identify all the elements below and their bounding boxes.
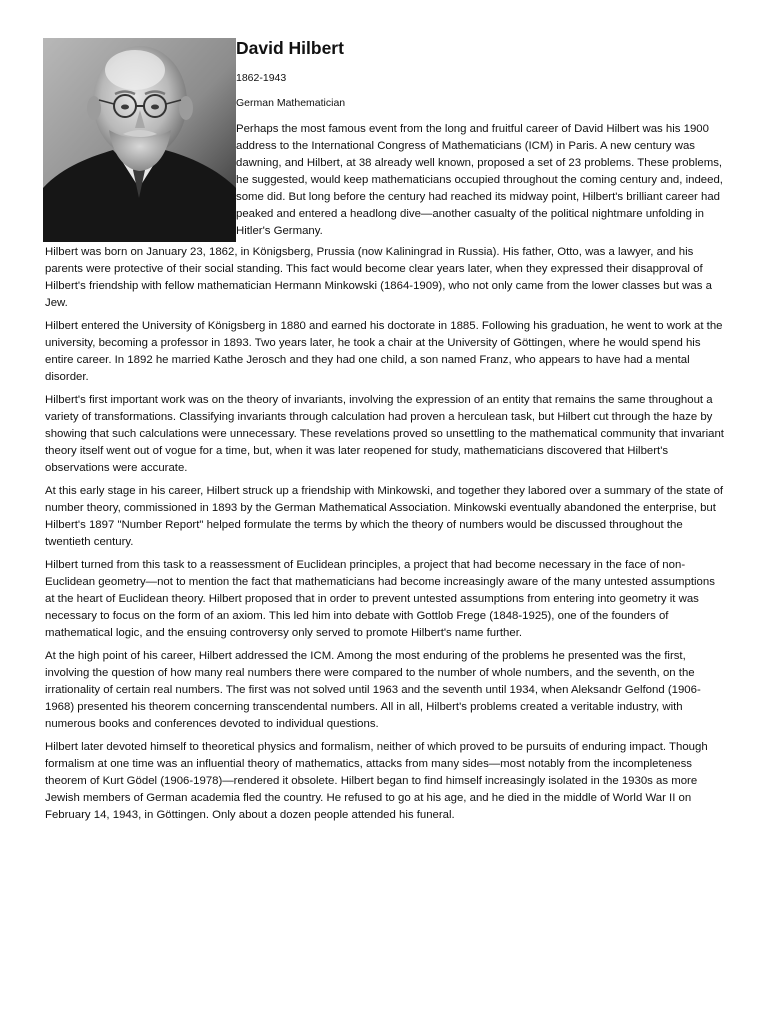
- paragraph-1: Perhaps the most famous event from the long and fruitful career of David Hilbert was his 1900 address to the International Congress of Mathematicians (ICM) in Paris. A new century was dawning, and Hilbert, at 38 already well known, proposed a set of 23 problems. These problems, he suggested, would keep mathematicians occupied throughout the coming century and, indeed, some did. But long before the century had reached its midway point, Hilbert's brilliant career had peaked and entered a headlong dive—another casualty of the political nightmare unfolding in Hitler's Germany.: [236, 123, 723, 237]
- paragraph-6: Hilbert turned from this task to a reassessment of Euclidean principles, a project that had become necessary in the face of non-Euclidean geometry—not to mention the fact that mathematicians had become increasingly aware of the many untested assumptions at the heart of Euclidean theory. Hilbert proposed that in order to prevent untested assumptions from entering into geometry it was necessary to focus on the form of an axiom. This led him into debate with Gottlob Frege (1848-1925), one of the founders of mathematical logic, and the ensuing controversy only served to promote Hilbert's name further.: [45, 559, 715, 639]
- life-dates: 1862-1943: [236, 72, 287, 84]
- paragraph-2: Hilbert was born on January 23, 1862, in Königsberg, Prussia (now Kaliningrad in Russia). His father, Otto, was a lawyer, and his parents were protective of their social standing. This fact would become clear years later, when they expressed their disapproval of Hilbert's friendship with fellow mathematician Hermann Minkowski (1864-1909), who not only came from the lower classes but was a Jew.: [45, 246, 712, 309]
- article-body: [45, 36, 725, 830]
- subtitle: German Mathematician: [236, 97, 346, 109]
- portrait-photo: [43, 38, 236, 242]
- page-title: David Hilbert: [236, 38, 344, 58]
- portrait-icon: [43, 38, 236, 242]
- paragraph-5: At this early stage in his career, Hilbert struck up a friendship with Minkowski, and together they labored over a summary of the state of number theory, commissioned in 1893 by the German Mathematical Association. Minkowski eventually abandoned the enterprise, but Hilbert's 1897 "Number Report" helped formulate the terms by which the theory of numbers would be discussed throughout the twentieth century.: [45, 485, 724, 548]
- paragraph-3: Hilbert entered the University of Königsberg in 1880 and earned his doctorate in 1885. Following his graduation, he went to work at the university, becoming a professor in 1893. Two years later, he took a chair at the University of Göttingen, where he would spend his entire career. In 1892 he married Kathe Jerosch and they had one child, a son named Franz, who appears to have had a mental disorder.: [45, 320, 723, 383]
- paragraph-4: Hilbert's first important work was on the theory of invariants, involving the expression of an entity that remains the same throughout a variety of transformations. Classifying invariants through calculation had proven a herculean task, but Hilbert cut through the haze by showing that such calculations were unnecessary. These revelations proved so unsettling to the mathematical community that invariant theory itself went out of vogue for a time, but, when it was later reopened for study, mathematicians discovered that Hilbert's observations were accurate.: [45, 394, 724, 474]
- paragraph-8: Hilbert later devoted himself to theoretical physics and formalism, neither of which proved to be pursuits of enduring impact. Though formalism at one time was an influential theory of mathematics, attacks from many sides—most notably from the incompleteness theorem of Kurt Gödel (1906-1978)—rendered it obsolete. Hilbert began to find himself increasingly isolated in the 1930s as more Jewish members of German academia fled the country. He refused to go at his age, and he died in the middle of World War II on February 14, 1943, in Göttingen. Only about a dozen people attended his funeral.: [45, 741, 708, 821]
- paragraph-7: At the high point of his career, Hilbert addressed the ICM. Among the most enduring of the problems he presented was the first, involving the question of how many real numbers there were compared to the number of whole numbers, and the seventh, on the irrationality of certain real numbers. The first was not solved until 1963 and the seventh until 1934, when Aleksandr Gelfond (1906-1968) presented his theorem concerning transcendental numbers. All in all, Hilbert's problems created a veritable industry, with numerous books and conferences devoted to individual questions.: [45, 650, 701, 730]
